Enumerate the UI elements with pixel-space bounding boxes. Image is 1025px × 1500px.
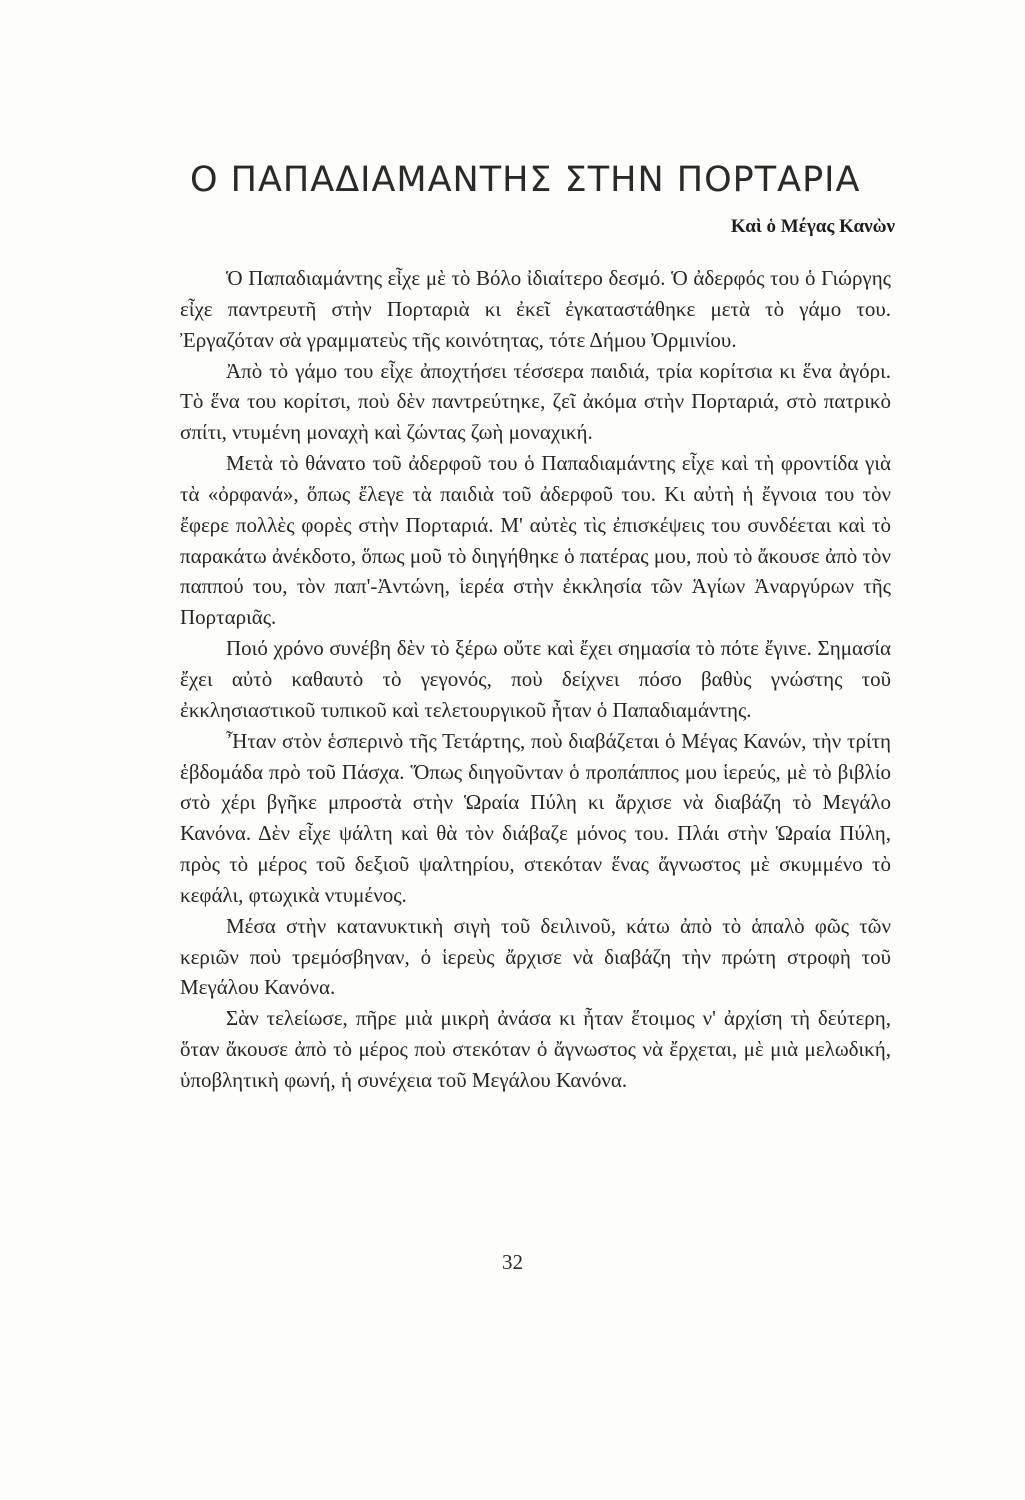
document-title: Ο ΠΑΠΑΔΙΑΜΑΝΤΗΣ ΣΤΗΝ ΠΟΡΤΑΡΙΑ — [190, 160, 861, 200]
document-subtitle: Καὶ ὁ Μέγας Κανὼν — [730, 216, 895, 237]
paragraph: Ἦταν στὸν ἑσπερινὸ τῆς Τετάρτης, ποὺ διαβάζεται ὁ Μέγας Κανών, τὴν τρίτη ἑβδομάδα πρὸ τοῦ Πάσχα. Ὅπως διηγοῦνταν ὁ προπάππος μου ἱερεύς, μὲ τὸ βιβλίο στὸ χέρι βγῆκε μπροστὰ στὴν Ὡραία Πύλη κι ἄρχισε νὰ διαβάζη τὸ Μεγάλο Κανόνα. Δὲν εἶχε ψάλτη καὶ θὰ τὸν διάβαζε μόνος του. Πλάι στὴν Ὡραία Πύλη, πρὸς τὸ μέρος τοῦ δεξιοῦ ψαλτηρίου, στεκόταν ἕνας ἄγνωστος μὲ σκυμμένο τὸ κεφάλι, φτωχικὰ ντυμένος. — [180, 728, 891, 907]
article-body — [180, 263, 891, 1096]
paragraph: Μέσα στὴν κατανυκτικὴ σιγὴ τοῦ δειλινοῦ, κάτω ἀπὸ τὸ ἁπαλὸ φῶς τῶν κεριῶν ποὺ τρεμόσβηναν, ὁ ἱερεὺς ἄρχισε νὰ διαβάζη τὴν πρώτη στροφὴ τοῦ Μεγάλου Κανόνα. — [180, 913, 891, 1000]
paragraph: Σὰν τελείωσε, πῆρε μιὰ μικρὴ ἀνάσα κι ἦταν ἕτοιμος ν' ἀρχίση τὴ δεύτερη, ὅταν ἄκουσε ἀπὸ τὸ μέρος ποὺ στεκόταν ὁ ἄγνωστος νὰ ἔρχεται, μὲ μιὰ μελωδική, ὑποβλητικὴ φωνή, ἡ συνέχεια τοῦ Μεγάλου Κανόνα. — [180, 1006, 891, 1092]
paragraph: Μετὰ τὸ θάνατο τοῦ ἀδερφοῦ του ὁ Παπαδιαμάντης εἶχε καὶ τὴ φροντίδα γιὰ τὰ «ὀρφανά», ὅπως ἔλεγε τὰ παιδιὰ τοῦ ἀδερφοῦ του. Κι αὐτὴ ἡ ἔγνοια του τὸν ἔφερε πολλὲς φορὲς στὴν Πορταριά. Μ' αὐτὲς τὶς ἐπισκέψεις του συνδέεται καὶ τὸ παρακάτω ἀνέκδοτο, ὅπως μοῦ τὸ διηγήθηκε ὁ πατέρας μου, ποὺ τὸ ἄκουσε ἀπὸ τὸν παππού του, τὸν παπ'-Ἀντώνη, ἱερέα στὴν ἐκκλησία τῶν Ἁγίων Ἀναργύρων τῆς Πορταριᾶς. — [180, 451, 891, 630]
page-number: 32 — [502, 1250, 523, 1274]
paragraph: Ποιό χρόνο συνέβη δὲν τὸ ξέρω οὔτε καὶ ἔχει σημασία τὸ πότε ἔγινε. Σημασία ἔχει αὐτὸ καθαυτὸ τὸ γεγονός, ποὺ δείχνει πόσο βαθὺς γνώστης τοῦ ἐκκλησιαστικοῦ τυπικοῦ καὶ τελετουργικοῦ ἦταν ὁ Παπαδιαμάντης. — [180, 636, 891, 722]
paragraph: Ὁ Παπαδιαμάντης εἶχε μὲ τὸ Βόλο ἰδιαίτερο δεσμό. Ὁ ἀδερφός του ὁ Γιώργης εἶχε παντρευτῆ στὴν Πορταριὰ κι ἐκεῖ ἐγκαταστάθηκε μετὰ τὸ γάμο του. Ἐργαζόταν σὰ γραμματεὺς τῆς κοινότητας, τότε Δήμου Ὀρμινίου. — [180, 266, 891, 352]
paragraph: Ἀπὸ τὸ γάμο του εἶχε ἀποχτήσει τέσσερα παιδιά, τρία κορίτσια κι ἕνα ἀγόρι. Τὸ ἕνα του κορίτσι, ποὺ δὲν παντρεύτηκε, ζεῖ ἀκόμα στὴν Πορταριά, στὸ πατρικὸ σπίτι, ντυμένη μοναχὴ καὶ ζώντας ζωὴ μοναχική. — [180, 358, 891, 445]
